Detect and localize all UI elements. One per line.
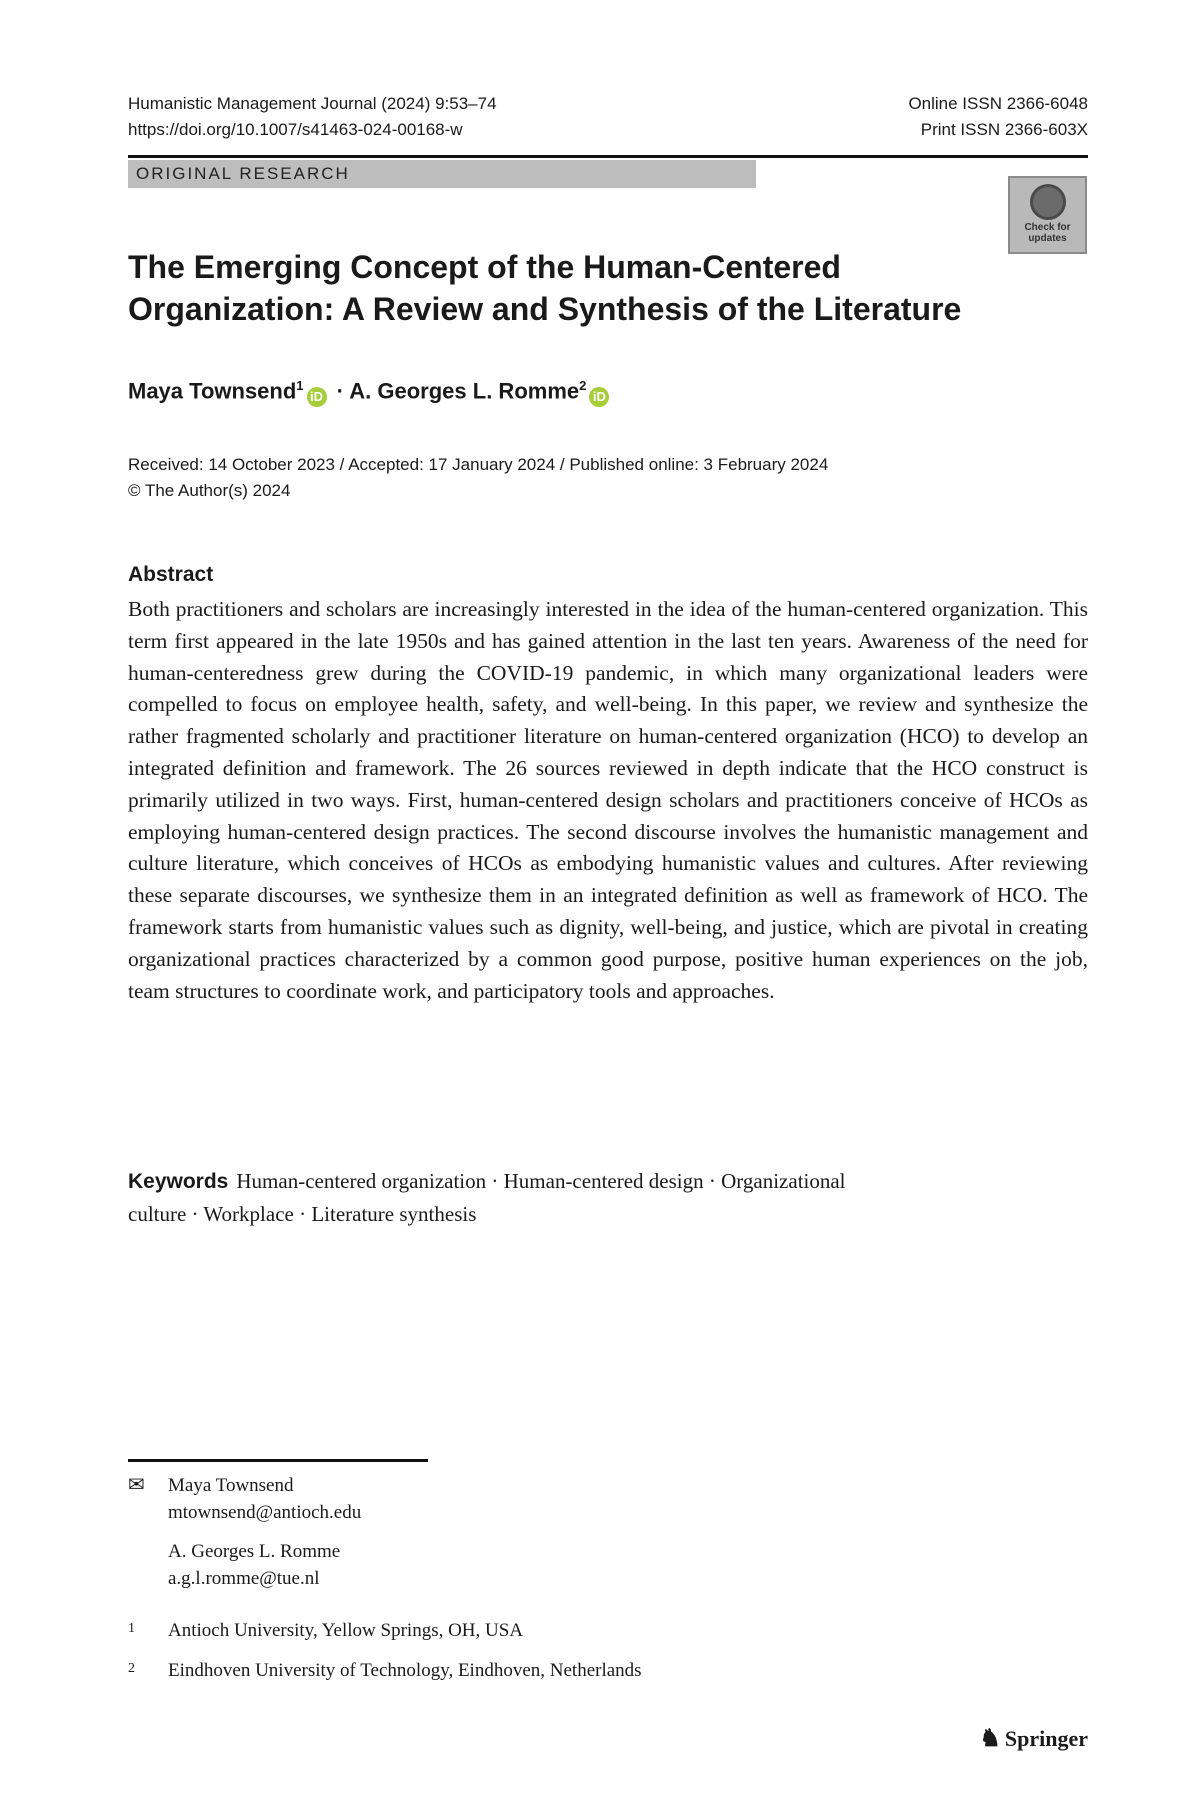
springer-horse-icon: ♞ — [979, 1726, 1001, 1752]
author-name[interactable]: A. Georges L. Romme — [349, 378, 580, 404]
copyright-line: © The Author(s) 2024 — [128, 481, 291, 500]
publisher-logo — [979, 1724, 1088, 1753]
abstract-heading: Abstract — [128, 563, 214, 586]
section-label: ORIGINAL RESEARCH — [136, 164, 350, 183]
author-affiliation-mark: 2 — [579, 378, 587, 393]
doi-link[interactable]: https://doi.org/10.1007/s41463-024-00168-w — [128, 120, 463, 139]
article-dates — [128, 452, 828, 504]
footnote-author-name: A. Georges L. Romme — [168, 1541, 341, 1562]
footnote-rule — [128, 1459, 428, 1462]
print-issn: Print ISSN 2366-603X — [920, 120, 1088, 139]
author-name[interactable]: Maya Townsend — [128, 378, 297, 404]
keywords-list: Human-centered organization · Human-centered design · Organizational culture · Workplace · Literature synthesis — [128, 1169, 846, 1226]
affiliation-2: Eindhoven University of Technology, Eindhoven, Netherlands — [168, 1660, 642, 1681]
abstract-text: Both practitioners and scholars are increasingly interested in the idea of the human-centered organization. This term first appeared in the late 1950s and has gained attention in the last ten years. Awareness of the need for human-centeredness grew during the COVID-19 pandemic, in which many organizational leaders were compelled to focus on employee health, safety, and well-being. In this paper, we review and synthesize the rather fragmented scholarly and practitioner literature on human-centered organization (HCO) to develop an integrated definition and framework. The 26 sources reviewed in depth indicate that the HCO construct is primarily utilized in two ways. First, human-centered design scholars and practitioners conceive of HCOs as employing human-centered design practices. The second discourse involves the humanistic management and culture literature, which conceives of HCOs as embodying humanistic values and cultures. After reviewing these separate discourses, we synthesize them in an integrated definition as well as framework of HCO. The framework starts from humanistic values such as dignity, well-being, and justice, which are pivotal in creating organizational practices characterized by a common good purpose, positive human experiences on the job, team structures to coordinate work, and participatory tools and approaches. — [128, 597, 1088, 1003]
section-bar — [128, 160, 756, 188]
orcid-icon[interactable]: iD — [589, 387, 609, 407]
envelope-icon: ✉ — [128, 1474, 145, 1496]
keywords-label: Keywords — [128, 1170, 229, 1193]
check-for-updates-badge[interactable] — [1008, 176, 1087, 254]
author-email[interactable]: a.g.l.romme@tue.nl — [168, 1568, 320, 1589]
article-title: The Emerging Concept of the Human-Centered Organization: A Review and Synthesis of the Literature — [128, 249, 962, 327]
online-issn: Online ISSN 2366-6048 — [908, 94, 1088, 113]
check-updates-label: Check for updates — [1024, 222, 1071, 244]
author-list — [128, 378, 613, 407]
header-left — [128, 91, 497, 143]
keywords — [128, 1165, 888, 1230]
author-affiliation-mark: 1 — [296, 378, 304, 393]
publisher-name: Springer — [1004, 1726, 1088, 1751]
header-right — [908, 91, 1088, 143]
affiliation-1: Antioch University, Yellow Springs, OH, USA — [168, 1620, 524, 1641]
orcid-icon[interactable]: iD — [307, 387, 327, 407]
history-dates: Received: 14 October 2023 / Accepted: 17 January 2024 / Published online: 3 February 2024 — [128, 455, 829, 474]
check-updates-icon — [1030, 184, 1066, 220]
corresponding-author-2 — [168, 1538, 340, 1592]
footnote-author-name: Maya Townsend — [168, 1475, 294, 1496]
header-rule — [128, 155, 1088, 158]
author-separator: · — [336, 378, 344, 404]
affiliation-number: 2 — [128, 1661, 135, 1676]
author-email[interactable]: mtownsend@antioch.edu — [168, 1502, 362, 1523]
affiliation-number: 1 — [128, 1621, 135, 1636]
corresponding-author-1 — [168, 1472, 361, 1526]
journal-citation: Humanistic Management Journal (2024) 9:53–74 — [128, 94, 497, 113]
